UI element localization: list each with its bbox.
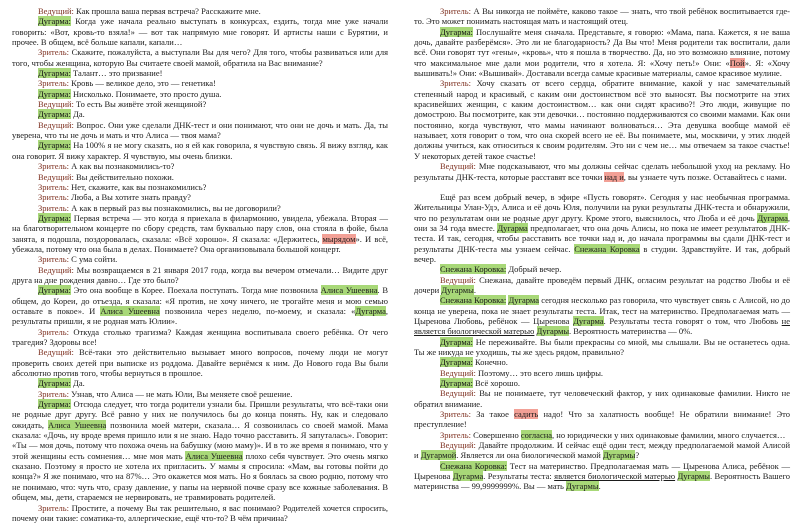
dialogue-paragraph: Зритель: С ума сойти. — [12, 254, 388, 264]
dialogue-paragraph: Дугарма: Талант… это призвание! — [12, 68, 388, 78]
speaker-name: Дугарма: — [440, 27, 473, 37]
speaker-name: Зритель: — [38, 47, 69, 57]
highlighted-term: мырядом — [322, 234, 355, 244]
speaker-name: Зритель: — [440, 409, 471, 419]
speaker-name: Ведущий: — [38, 347, 74, 357]
dialogue-paragraph: Дугарма: Послушайте меня сначала. Представьте, я говорю: «Мама, папа. Кажется, я не ваша дочь, давайте разберёмся». Это ли не благодарность? Да Вы что! Меня родители так воспитали, дали всё. Они говорят тут «гены», «кровь», что я пошла в творчество. Да, но это возможно влияние, потому что максимальное мне дали мои родители, что я хотела. Я: «Хочу петь!» Они: «Пой». Я: «Хочу вышивать!» Они: «Вышивай». Доставали всегда самые красивые материалы, самое красивое мулине. — [414, 27, 790, 79]
highlighted-term: Дугарма — [453, 471, 484, 481]
highlighted-term: Дугармы — [537, 326, 570, 336]
highlighted-term: Дугармой — [421, 450, 457, 460]
highlighted-term: не является биологической матерью — [414, 316, 790, 336]
highlighted-term: Дугарма — [355, 306, 386, 316]
speaker-name: Дугарма: — [38, 285, 71, 295]
speaker-name: Зритель: — [38, 192, 69, 202]
speaker-name: Ведущий: — [440, 388, 476, 398]
dialogue-paragraph: Зритель: Люба, а Вы хотите знать правду? — [12, 192, 388, 202]
speaker-name: Зритель: — [38, 203, 69, 213]
speaker-name: Снежана Коровка: — [440, 264, 506, 274]
highlighted-term: над и — [604, 172, 623, 182]
speaker-name: Зритель: — [38, 182, 69, 192]
speaker-name: Ведущий: — [440, 440, 476, 450]
text-column-left — [12, 6, 388, 502]
dialogue-paragraph: Дугарма: Всё хорошо. — [414, 378, 790, 388]
speaker-name: Дугарма: — [38, 109, 71, 119]
dialogue-paragraph: Ведущий: Поэтому… это всего лишь цифры. — [414, 368, 790, 378]
speaker-name: Дугарма: — [440, 378, 473, 388]
dialogue-paragraph: Дугарма: Да. — [12, 109, 388, 119]
speaker-name: Ведущий: — [38, 120, 74, 130]
dialogue-paragraph: Зритель: Кровь — великое дело, это — генетика! — [12, 78, 388, 88]
dialogue-paragraph: Ведущий: Как прошла ваша первая встреча? Расскажите мне. — [12, 6, 388, 16]
dialogue-paragraph: Снежана Коровка: Добрый вечер. — [414, 264, 790, 274]
highlighted-term: Алиса Ушеевна — [185, 451, 242, 461]
highlighted-term: Алиса Ушеевна — [321, 285, 378, 295]
dialogue-paragraph: Зритель: Откуда столько трагизма? Каждая женщина воспитывала своего ребёнка. От чего трагедия? Здоровы все! — [12, 327, 388, 348]
speaker-name: Дугарма: — [38, 68, 71, 78]
highlighted-term: Дугарма — [757, 213, 788, 223]
speaker-name: Дугарма: — [38, 89, 71, 99]
dialogue-paragraph: Ведущий: Вопрос. Они уже сделали ДНК-тест и они понимают, что они не дочь и мать. Да, ты уверена, что ты не дочь и мать и что Алиса — твоя мама? — [12, 120, 388, 141]
dialogue-paragraph: Дугарма: Не переживайте. Вы были прекрасны со мной, мы слышали. Вы не останетесь одна. Ты же никуда не уходишь, ты же здесь рядом, правильно? — [414, 337, 790, 358]
highlighted-term: Дугармы — [678, 471, 711, 481]
speaker-name: Зритель: — [38, 161, 69, 171]
highlighted-term: Дугарма — [497, 223, 528, 233]
highlighted-term: Алиса Ушеевна — [48, 420, 106, 430]
highlighted-term: Дугарма — [573, 316, 604, 326]
speaker-name: Ведущий: — [440, 275, 476, 285]
highlighted-term: Пой — [730, 58, 745, 68]
dialogue-paragraph: Зритель: Совершенно согласна, но юридически у них одинаковые фамилии, много случается… — [414, 430, 790, 440]
highlighted-term: Дугармы — [566, 481, 599, 491]
speaker-name: Ведущий: — [38, 99, 74, 109]
dialogue-paragraph: Зритель: Простите, а почему Вы так решительно, я вас понимаю? Родителей хочется спросить, почему они такие: соматика-то, аллергические, ещё что-то? В чём причина? — [12, 503, 388, 523]
speaker-name: Снежана Коровка: — [440, 461, 507, 471]
highlighted-term: Дугарма — [508, 295, 539, 305]
dialogue-paragraph: Ведущий: То есть Вы живёте этой женщиной? — [12, 99, 388, 109]
dialogue-paragraph: Дугарма: Да. — [12, 378, 388, 388]
speaker-name: Дугарма: — [38, 213, 71, 223]
dialogue-paragraph: Зритель: Нет, скажите, как вы познакомились? — [12, 182, 388, 192]
dialogue-paragraph: Снежана Коровка: Тест на материнство. Предполагаемая мать — Цыренова Алиса, ребёнок — Цыренова Дугарма. Результаты теста: является биологической матерью Дугармы. Вероятность Вашего материнства — 99,9999999%. Вы — мать Дугармы. — [414, 461, 790, 492]
speaker-name: Ведущий: — [38, 172, 74, 182]
dialogue-paragraph: Ведущий: Всё-таки это действительно вызывает много вопросов, почему люди не могут проверить своих детей при выписке из роддома. Давайте вернёмся к ним. До Нового года Вы были абсолютно против того, чтобы вернуться в прошлое. — [12, 347, 388, 378]
highlighted-term: является биологической матерью — [554, 471, 675, 481]
speaker-name: Дугарма: — [440, 357, 473, 367]
speaker-name: Ведущий: — [38, 265, 74, 275]
speaker-name: Зритель: — [38, 327, 69, 337]
dialogue-paragraph: Зритель: А как вы познакомились-то? — [12, 161, 388, 171]
speaker-name: Зритель: — [38, 503, 69, 513]
dialogue-paragraph: Ведущий: Давайте продолжим. И сейчас ещё один тест, между предполагаемой мамой Алисой и Дугармой. Является ли она биологической мамой Дугармы? — [414, 440, 790, 461]
dialogue-paragraph: Ведущий: Мне подсказывают, что мы должны сейчас сделать небольшой уход на рекламу. Но результаты ДНК-теста, которые расставят все точки над и, вы узнаете чуть позже. Оставайтесь с нами. — [414, 161, 790, 182]
highlighted-term: согласна — [521, 430, 552, 440]
dialogue-paragraph: Дугарма: Первая встреча — это когда я приехала в филармонию, увидела, убежала. Вторая — на благотворительном концерте по сбору средств, там буквально пару слов, она стояла в фойе, была занята, я подошла, поздоровалась, сказала: «Всё хорошо». Я сказала: «Держитесь, мырядом». И всё, убежала, потому что она была в делах. Понимаете? Она организовывала большой концерт. — [12, 213, 388, 254]
speaker-name: Зритель: — [440, 430, 471, 440]
dialogue-paragraph: Дугарма: Когда уже начала реально выступать в конкурсах, ездить, тогда мне уже начали говорить: «Вот, кровь-то взяла!» — вот так напрямую мне говорят. И артисты наши с Бурятии, и прочее. В общем, всё больше капали, капали… — [12, 16, 388, 47]
dialogue-paragraph: Дугарма: Отсюда следует, что тогда родители узнали бы. Пришли результаты, что всё-таки они не родные друг другу. Всё равно у них не получилось бы до конца понять. Ну, как и следовало ожидать, Алиса Ушеевна позвонила моей матери, сказала… Я созвонилась со своей мамой. Мама сказала: «Дочь, ну вроде время пришло или я не знаю. Надо точно расставить. Я запуталась». Говорит: «Ты — моя дочь, потому что похожа очень на бабушку (мою маму)». И в то же время я понимаю, что у этой женщины есть сомнения… мне моя мать Алиса Ушеевна плохо себя чувствует. Это очень мягко сказано. Поэтому я просто не хотела их пригласить. У мамы я спросила: «Мам, вы готовы пойти до конца?» Я же понимаю, что на 87%… Это окажется моя мать. Но я боялась за свою родню, потому что не понимаю, что: чуть что, сразу давление, у папы на нервной почве сразу все кожные заболевания. В общем, мы, дети, стараемся не нервировать, не травмировать родителей. — [12, 399, 388, 502]
highlighted-term: Снежана Коровка — [574, 244, 639, 254]
speaker-name: Снежана Коровка: — [440, 295, 506, 305]
highlighted-term: Дугармы — [441, 285, 474, 295]
dialogue-paragraph: Зритель: А Вы никогда не поймёте, каково такое — знать, что твой ребёнок воспитывается где-то. Это может понимать настоящая мать и настоящий отец. — [414, 6, 790, 27]
speaker-name: Ведущий: — [440, 368, 476, 378]
dialogue-paragraph: Ведущий: Вы действительно похожи. — [12, 172, 388, 182]
highlighted-term: садить — [514, 409, 538, 419]
speaker-name: Зритель: — [38, 78, 69, 88]
speaker-name: Зритель: — [440, 6, 471, 16]
dialogue-paragraph: Дугарма: Это она вообще в Корее. Поехала поступать. Тогда мне позвонила Алиса Ушеевна. В общем, до Кореи, до отъезда, я сказала: «Я против, не хочу ничего, не трогайте меня и мою семью оставьте в покое». И Алиса Ушеевна позвонила через неделю, по-моему, и сказала: «Дугарма, результаты пришли, я не родная мать Юлии». — [12, 285, 388, 326]
dialogue-paragraph: Ведущий: Снежана, давайте проведём первый ДНК, огласим результат на родство Любы и её дочери Дугармы. — [414, 275, 790, 296]
speaker-name: Дугарма: — [38, 140, 71, 150]
speaker-name: Зритель: — [440, 78, 471, 88]
dialogue-paragraph: Дугарма: Нисколько. Понимаете, это просто душа. — [12, 89, 388, 99]
speaker-name: Зритель: — [38, 254, 69, 264]
highlighted-term: Дугармы — [603, 450, 636, 460]
dialogue-paragraph: Зритель: За такое садить надо! Что за халатность вообще! Не обратили внимание! Это преступление! — [414, 409, 790, 430]
dialogue-paragraph: Ещё раз всем добрый вечер, в эфире «Пусть говорят». Сегодня у нас необычная программа. Жительницы Улан-Удэ, Алиса и её дочь Юля, получили на руки результаты ДНК-теста и обнаружили, что по результатам они не родные друг другу. Кроме этого, выяснилось, что Люба и её дочь Дугарма, они за 34 года вместе. Дугарма предполагает, что она дочь Алисы, но пока не имеет результатов ДНК-теста. И так, сегодня, чтобы расставить все точки над и, до начала программы вы сдали ДНК-тест и результаты ДНК-теста мы узнаем сейчас. Снежана Коровка в студии. Здравствуйте. И так, добрый вечер. — [414, 192, 790, 264]
dialogue-paragraph: Зритель: Узнав, что Алиса — не мать Юли, Вы меняете своё решение. — [12, 389, 388, 399]
dialogue-paragraph: Зритель: Скажите, пожалуйста, а выступали Вы для чего? Для того, чтобы развиваться или для того, чтобы женщина, которую Вы считаете своей мамой, обратила на Вас внимание? — [12, 47, 388, 68]
dialogue-paragraph: Ведущий: Вы не понимаете, тут человеческий фактор, у них одинаковые фамилии. Никто не обратил внимание. — [414, 388, 790, 409]
dialogue-paragraph: Ведущий: Мы возвращаемся в 21 января 2017 года, когда вы вечером отмечали… Видите друг друга на дне рождения давно… Где это было? — [12, 265, 388, 286]
speaker-name: Дугарма: — [38, 378, 71, 388]
speaker-name: Дугарма: — [38, 399, 71, 409]
speaker-name: Дугарма: — [38, 16, 71, 26]
dialogue-paragraph: Зритель: Хочу сказать от всего сердца, обратите внимание, какой у нас замечательный степенный народ и красивый, с каким они достоинством всё это выносят. Вы посмотрите на этих красивейших женщин, с каким достоинством… как они сидят красиво?! Это люди, живущие по домострою. Вы посмотрите, как эти девочки… постоянно поддерживаются со своими мамами. Как они постоянно, когда чувствуют, что мамы начинают волноваться… Эта девушка вообще мамой её называет, хотя говорит о том, что она скорей всего не её. Вы понимаете, мы, москвичи, у этих людей должны учиться, как относиться к своим родителям. Это ни с чем не… мы отвечаем за такое счастье! У некоторых детей такое счастье! — [414, 78, 790, 161]
dialogue-paragraph: Зритель: А как в первый раз вы познакомились, вы не договорили? — [12, 203, 388, 213]
highlighted-term: Алиса Ушеевна — [100, 306, 159, 316]
speaker-name: Дугарма: — [440, 337, 473, 347]
dialogue-paragraph: Дугарма: На 100% я не могу сказать, но я ей как говорила, я чувствую связь. Я вижу взгляд, как она говорит. Я вижу характер. Я чувствую, мы очень близки. — [12, 140, 388, 161]
speaker-name: Ведущий: — [440, 161, 476, 171]
dialogue-paragraph: Снежана Коровка: Дугарма сегодня несколько раз говорила, что чувствует связь с Алисой, но до конца не уверена, пока не знает результаты теста. Итак, тест на материнство. Предполагаемая мать — Цыренова Любовь, ребёнок — Цыренова Дугарма. Результаты теста говорят о том, что Любовь не является биологической матерью Дугармы. Вероятность материнства — 0%. — [414, 295, 790, 336]
speaker-name: Зритель: — [38, 389, 69, 399]
speaker-name: Ведущий: — [38, 6, 74, 16]
dialogue-paragraph: Дугарма: Конечно. — [414, 357, 790, 367]
text-column-right — [414, 6, 790, 502]
